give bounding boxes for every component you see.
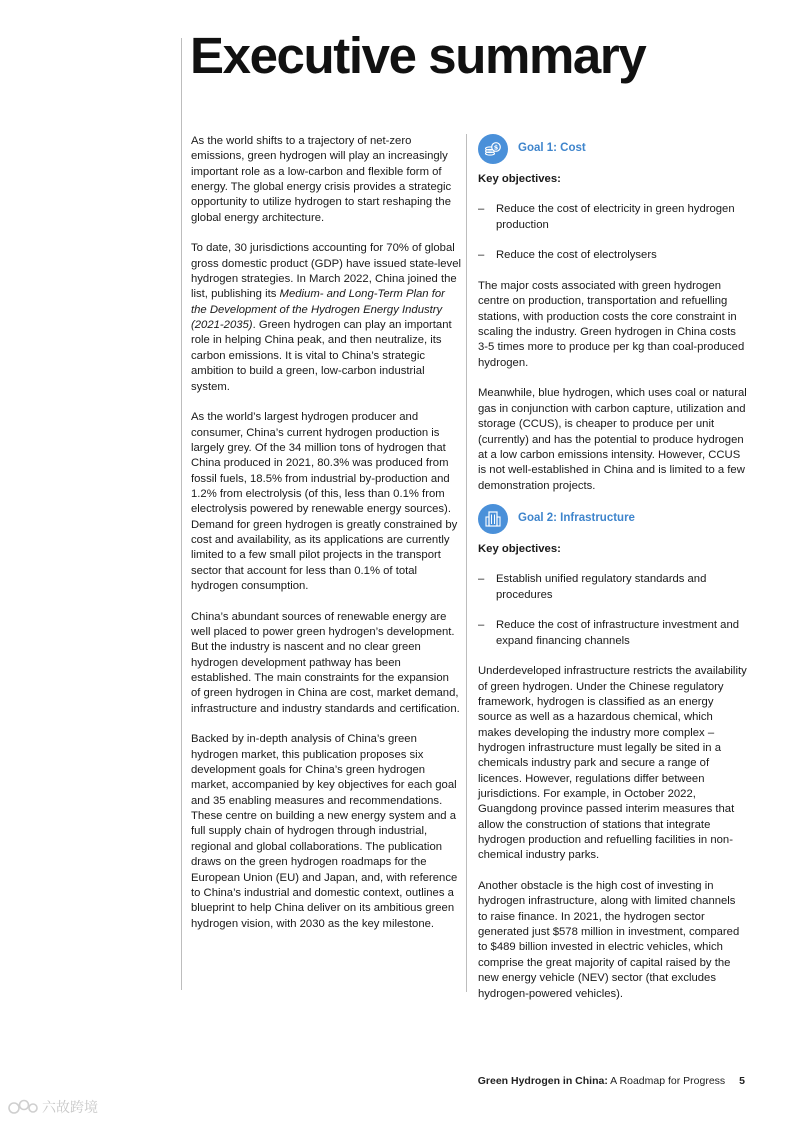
p2-after: . Green hydrogen can play an important role in helping China peak, and then neutralize, its carbon emissions. It is vital to China’s strategic ambition to build a green, low-carbon industrial system. bbox=[191, 319, 452, 393]
paragraph-infrastructure: Underdeveloped infrastructure restricts the availability of green hydrogen. Under the Chinese regulatory framework, hydrogen is classified as an energy source as well as a hazardous chemical, which makes developing the industry more complex – hydrogen infrastructure must legally be sited in a chemicals industry park and secure a range of licences. However, regulations differ between jurisdictions. For example, in October 2022, Guangdong province passed interim measures that allow the construction of stations that integrate hydrogen production and refuelling facilities in non-chemical industry parks. bbox=[478, 665, 747, 862]
page-number: 5 bbox=[739, 1075, 745, 1087]
page-title: Executive summary bbox=[190, 27, 646, 84]
paragraph-constraints: China’s abundant sources of renewable energy are well placed to power green hydrogen’s development. But the industry is nascent and no clear green hydrogen development pathway has been established. The main constraints for the expansion of green hydrogen in China are cost, market demand, infrastructure and industry standards and certification. bbox=[191, 610, 460, 715]
watermark-text: 六故跨境 bbox=[42, 1099, 98, 1115]
list-item bbox=[478, 572, 748, 603]
page-footer bbox=[478, 1075, 745, 1087]
list-item bbox=[478, 248, 748, 263]
coins-icon bbox=[478, 134, 508, 164]
goal1-header bbox=[478, 134, 748, 164]
goal1-title: Goal 1: Cost bbox=[518, 142, 586, 155]
watermark-logo-icon bbox=[8, 1099, 38, 1115]
list-item bbox=[478, 202, 748, 233]
dash-bullet: – bbox=[478, 249, 485, 262]
list-item bbox=[478, 618, 748, 649]
p2-before: To date, 30 jurisdictions accounting for 70% of global gross domestic product (GDP) have issued state-level hydrogen strategies. In March 2022, China joined the list, publishing its bbox=[191, 242, 461, 301]
goal1-objectives bbox=[478, 202, 748, 263]
building-icon bbox=[478, 504, 508, 534]
publication-title-bold: Green Hydrogen in China: bbox=[477, 1075, 608, 1087]
goal1-key-objectives-label: Key objectives: bbox=[478, 173, 561, 185]
objective-text: Reduce the cost of electricity in green hydrogen production bbox=[496, 203, 735, 231]
paragraph-publication: Backed by in-depth analysis of China’s green hydrogen market, this publication proposes six development goals for China’s green hydrogen market, accompanied by key objectives for each goal and 35 enabling measures and recommendations. These centre on building a new energy system and a full supply chain of hydrogen through industrial, regional and global collaborations. The publication draws on the green hydrogen roadmaps for the European Union (EU) and Japan, and, with reference to China’s industrial and domestic context, outlines a blueprint to help China deliver on its ambitious green hydrogen vision, with 2030 as the key milestone. bbox=[191, 733, 458, 930]
goal2-header bbox=[478, 504, 748, 534]
dash-bullet: – bbox=[478, 573, 485, 586]
goal2-key-objectives-label: Key objectives: bbox=[478, 542, 561, 555]
svg-text:$: $ bbox=[493, 143, 499, 152]
goal2-title: Goal 2: Infrastructure bbox=[518, 512, 635, 525]
middle-column-rule bbox=[466, 134, 467, 992]
objective-text: Reduce the cost of electrolysers bbox=[496, 249, 657, 262]
objective-text: Establish unified regulatory standards and procedures bbox=[496, 573, 707, 601]
right-column bbox=[478, 134, 748, 1017]
paragraph-blue-hydrogen: Meanwhile, blue hydrogen, which uses coal or natural gas in conjunction with carbon capture, utilization and storage (CCUS), is cheaper to produce per unit (currently) and has the potential to produce hydrogen at a low carbon emissions intensity. However, CCUS is not well-established in China and is limited to a few demonstration projects. bbox=[478, 387, 747, 492]
goal2-objectives bbox=[478, 572, 748, 649]
paragraph-investment: Another obstacle is the high cost of investing in hydrogen infrastructure, along with limited channels to raise finance. In 2021, the hydrogen sector generated just $578 million in investment, compared to $489 billion invested in electric vehicles, which comprise the great majority of capital raised by the new energy vehicle (NEV) sector (that excludes hydrogen-powered vehicles). bbox=[478, 880, 740, 1000]
paragraph-costs: The major costs associated with green hydrogen centre on production, transportation and refuelling stations, with production costs the core constraint in scaling the industry. Green hydrogen in China costs 3-5 times more to produce per kg than coal-produced hydrogen. bbox=[478, 280, 745, 369]
paragraph-intro: As the world shifts to a trajectory of net-zero emissions, green hydrogen will play an increasingly important role as a low-carbon and flexible form of energy. The global energy crisis provides a strategic opportunity to utilize hydrogen to start reshaping the global energy architecture. bbox=[191, 135, 452, 224]
plan-title: Medium- and Long-Term Plan for the Development of the Hydrogen Energy Industry (2021-2035) bbox=[191, 288, 445, 332]
paragraph-strategies bbox=[191, 241, 461, 394]
publication-title-rest: A Roadmap for Progress bbox=[607, 1075, 726, 1087]
dash-bullet: – bbox=[478, 619, 485, 632]
objective-text: Reduce the cost of infrastructure investment and expand financing channels bbox=[496, 619, 740, 647]
left-column-rule bbox=[181, 38, 182, 990]
watermark bbox=[8, 1097, 98, 1117]
paragraph-production: As the world’s largest hydrogen producer and consumer, China’s current hydrogen production is largely grey. Of the 34 million tons of hydrogen that China produced in 2021, 80.3% was produced from fossil fuels, 18.5% from industrial by-production and 1.2% from electrolysis (of this, less than 0.1% from electrolysis powered by renewable energy sources). Demand for green hydrogen is greatly constrained by cost and availability, as its applications are currently limited to a few small pilot projects in the transport sector that account for less than 0.1% of total hydrogen consumption. bbox=[191, 411, 458, 592]
dash-bullet: – bbox=[478, 203, 485, 216]
left-column bbox=[191, 134, 461, 947]
